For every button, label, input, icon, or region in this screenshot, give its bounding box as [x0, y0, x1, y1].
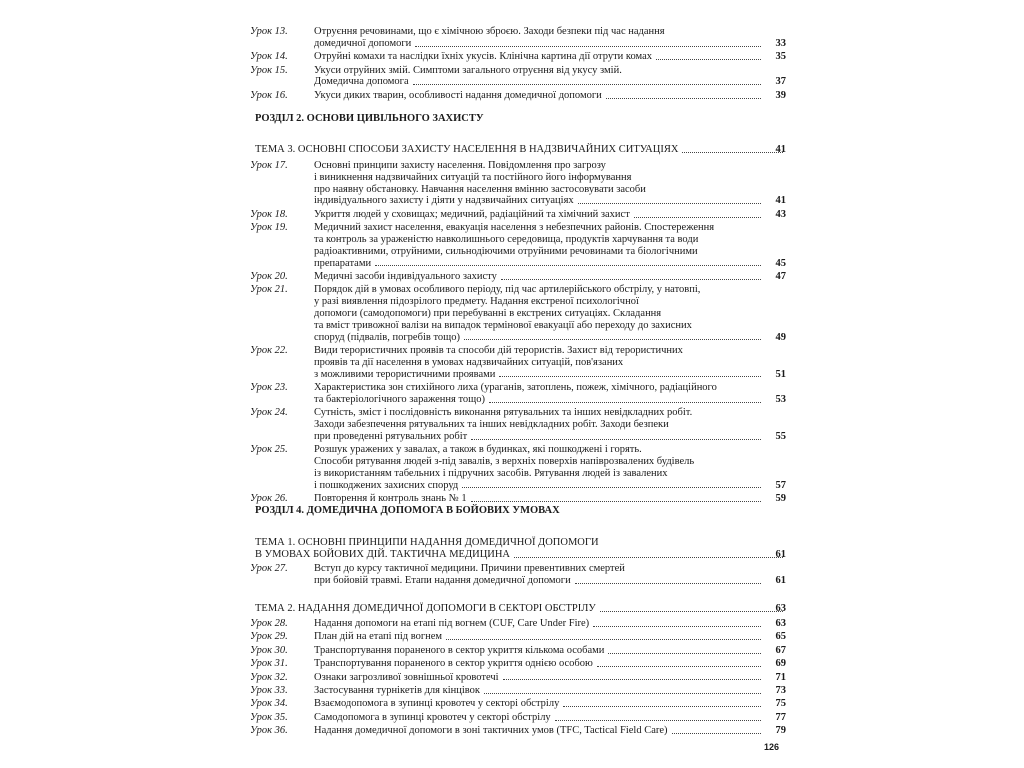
- entry-text: при проведенні рятувальних робіт: [314, 430, 468, 442]
- toc-entry[interactable]: [250, 65, 786, 89]
- entry-text: Способи рятування людей з-під завалів, з верхніх поверхів напіврозвалених будівель: [314, 455, 695, 467]
- entry-text: Самодопомога в зупинці кровотеч у секторі обстрілу: [314, 711, 551, 723]
- lesson-label: Урок 15.: [250, 64, 288, 76]
- entry-line: [255, 549, 786, 561]
- dot-leader: [656, 59, 761, 60]
- page-ref: 73: [775, 685, 786, 696]
- toc-entry[interactable]: [250, 618, 786, 630]
- entry-text: Види терористичних проявів та способи дій терористів. Захист від терористичних: [314, 345, 683, 356]
- entry-line: [314, 308, 764, 320]
- dot-leader: [597, 666, 761, 667]
- entry-text: препаратами: [314, 257, 372, 269]
- dot-leader: [593, 626, 761, 627]
- lesson-label: Урок 34.: [250, 698, 288, 710]
- entry-line: [314, 38, 764, 50]
- toc-entry[interactable]: [250, 563, 786, 587]
- toc-entry[interactable]: [250, 685, 786, 697]
- entry-line: [314, 284, 764, 296]
- lesson-label: Урок 25.: [250, 444, 288, 456]
- toc-entry[interactable]: [250, 725, 786, 737]
- dot-leader: [415, 46, 761, 47]
- dot-leader: [446, 639, 761, 640]
- entry-line: [314, 320, 764, 332]
- dot-leader: [464, 339, 761, 340]
- page-ref: 41: [775, 195, 786, 207]
- dot-leader: [555, 720, 761, 721]
- page-ref: 61: [775, 574, 786, 586]
- entry-text: Застосування турнікетів для кінцівок: [314, 685, 481, 696]
- page-ref: 47: [775, 271, 786, 282]
- entry-line: [314, 246, 764, 258]
- entry-text: План дій на етапі під вогнем: [314, 631, 443, 643]
- dot-leader: [606, 98, 761, 99]
- lesson-label: Урок 27.: [250, 563, 288, 574]
- page-ref: 39: [775, 89, 786, 101]
- lesson-label: Урок 31.: [250, 658, 288, 670]
- entry-text: радіоактивними, отруйними, сильнодіючими отруйними речовинами та біологічними: [314, 245, 698, 257]
- entry-text: індивідуального захисту і діяти у надзвичайних ситуаціях: [314, 195, 574, 207]
- page-ref: 37: [775, 76, 786, 88]
- toc-entry[interactable]: [250, 284, 786, 343]
- dot-leader: [501, 279, 761, 280]
- lesson-label: Урок 17.: [250, 160, 288, 171]
- entry-text: і пошкоджених захисних споруд: [314, 479, 459, 491]
- lesson-label: Урок 14.: [250, 51, 288, 63]
- entry-line: [314, 407, 764, 419]
- entry-text: і виникнення надзвичайних ситуацій та постійного його інформування: [314, 171, 632, 183]
- entry-line: [314, 65, 764, 77]
- lesson-label: Урок 26.: [250, 493, 288, 504]
- entry-text: Сутність, зміст і послідовність виконання рятувальних та інших невідкладних робіт.: [314, 407, 693, 419]
- entry-line: [314, 712, 764, 724]
- section-heading: РОЗДІЛ 2. ОСНОВИ ЦИВІЛЬНОГО ЗАХИСТУ: [255, 113, 484, 124]
- entry-line: [314, 645, 764, 657]
- entry-text: домедичної допомоги: [314, 37, 412, 49]
- entry-text: Транспортування пораненого в сектор укриття однією особою: [314, 658, 593, 670]
- entry-line: [314, 345, 764, 357]
- entry-line: [314, 672, 764, 684]
- dot-leader: [484, 693, 761, 694]
- entry-line: [314, 184, 764, 196]
- entry-text: з можливими терористичними проявами: [314, 368, 496, 380]
- entry-line: [314, 431, 764, 443]
- entry-line: [314, 468, 764, 480]
- entry-line: [314, 698, 764, 710]
- page-ref: 59: [775, 493, 786, 504]
- entry-text: Медичні засоби індивідуального захисту: [314, 271, 497, 282]
- entry-text: ТЕМА 2. НАДАННЯ ДОМЕДИЧНОЇ ДОПОМОГИ В СЕКТОРІ ОБСТРІЛУ: [255, 603, 596, 614]
- page-ref: 51: [775, 368, 786, 380]
- toc-entry[interactable]: [250, 345, 786, 380]
- entry-line: [314, 618, 764, 630]
- toc-entry[interactable]: [250, 160, 786, 207]
- entry-line: [314, 493, 764, 505]
- entry-text: Транспортування пораненого в сектор укриття кількома особами: [314, 644, 605, 656]
- entry-line: [314, 234, 764, 246]
- toc-entry[interactable]: [250, 407, 786, 442]
- topic-heading: [255, 603, 786, 615]
- lesson-label: Урок 16.: [250, 89, 288, 101]
- entry-text: та вміст тривожної валізи на випадок термінової евакуації або переходу до захисних: [314, 319, 692, 331]
- entry-line: [314, 658, 764, 670]
- dot-leader: [682, 152, 783, 153]
- page-ref: 35: [775, 51, 786, 63]
- entry-line: [314, 195, 764, 207]
- entry-line: [314, 160, 764, 172]
- page-ref: 77: [775, 711, 786, 723]
- entry-line: [314, 271, 764, 283]
- lesson-label: Урок 13.: [250, 26, 288, 37]
- entry-line: [314, 76, 764, 88]
- lesson-label: Урок 18.: [250, 208, 288, 220]
- entry-line: [314, 480, 764, 492]
- page-ref: 67: [775, 644, 786, 656]
- lesson-label: Урок 19.: [250, 222, 288, 234]
- entry-line: [314, 209, 764, 221]
- entry-text: Отруйні комахи та наслідки їхніх укусів. Клінічна картина дії отрути комах: [314, 51, 653, 63]
- entry-text: Основні принципи захисту населення. Повідомлення про загрозу: [314, 160, 606, 171]
- entry-text: ТЕМА 1. ОСНОВНІ ПРИНЦИПИ НАДАННЯ ДОМЕДИЧНОЇ ДОПОМОГИ: [255, 537, 599, 548]
- dot-leader: [375, 265, 761, 266]
- lesson-label: Урок 32.: [250, 671, 288, 683]
- page-ref: 65: [775, 631, 786, 643]
- entry-text: Медичний захист населення, евакуація населення з небезпечних районів. Спостереження: [314, 222, 715, 234]
- entry-text: Ознаки загрозливої зовнішньої кровотечі: [314, 671, 499, 683]
- entry-line: [314, 631, 764, 643]
- lesson-label: Урок 30.: [250, 644, 288, 656]
- dot-leader: [514, 557, 783, 558]
- entry-line: [314, 563, 764, 575]
- toc-entry[interactable]: [250, 493, 786, 505]
- toc-entry[interactable]: [250, 712, 786, 724]
- page-ref: 69: [775, 658, 786, 670]
- entry-line: [314, 172, 764, 184]
- toc-entry[interactable]: [250, 382, 786, 406]
- page-ref: 55: [775, 430, 786, 442]
- entry-text: та контроль за ураженістю навколишнього середовища, продуктів харчування та води: [314, 233, 699, 245]
- entry-text: Взаємодопомога в зупинці кровотеч у секторі обстрілу: [314, 698, 560, 710]
- entry-text: та бактеріологічного зараження тощо): [314, 393, 485, 405]
- page-ref: 49: [775, 331, 786, 343]
- dot-leader: [608, 653, 761, 654]
- toc-entry[interactable]: [250, 444, 786, 491]
- page-ref: 63: [775, 603, 786, 614]
- dot-leader: [575, 583, 761, 584]
- toc-entry[interactable]: [250, 698, 786, 710]
- entry-line: [314, 382, 764, 394]
- entry-text: В УМОВАХ БОЙОВИХ ДІЙ. ТАКТИЧНА МЕДИЦИНА: [255, 548, 511, 560]
- dot-leader: [499, 376, 761, 377]
- entry-line: [314, 394, 764, 406]
- page-ref: 41: [775, 144, 786, 155]
- lesson-label: Урок 36.: [250, 725, 288, 737]
- toc-entry[interactable]: [250, 222, 786, 269]
- entry-text: допомоги (самодопомоги) при перебуванні в екстрених ситуаціях. Складання: [314, 307, 662, 319]
- entry-line: [314, 357, 764, 369]
- entry-text: Надання домедичної допомоги в зоні тактичних умов (TFC, Tactical Field Care): [314, 725, 668, 737]
- toc-entry[interactable]: [250, 51, 786, 63]
- toc-entry[interactable]: [250, 672, 786, 684]
- lesson-label: Урок 23.: [250, 382, 288, 393]
- entry-text: Надання допомоги на етапі під вогнем (CUF, Care Under Fire): [314, 618, 590, 629]
- entry-line: [314, 725, 764, 737]
- entry-text: споруд (підвалів, погребів тощо): [314, 331, 460, 343]
- toc-entry[interactable]: [250, 209, 786, 221]
- entry-text: Повторення й контроль знань № 1: [314, 493, 467, 504]
- entry-line: [314, 332, 764, 344]
- page-ref: 61: [775, 548, 786, 560]
- entry-line: [255, 537, 786, 549]
- entry-line: [314, 685, 764, 697]
- dot-leader: [600, 611, 783, 612]
- page-ref: 57: [775, 479, 786, 491]
- entry-text: Укуси диких тварин, особливості надання домедичної допомоги: [314, 89, 602, 101]
- entry-text: Характеристика зон стихійного лиха (ураганів, затоплень, пожеж, хімічного, радіаційного: [314, 382, 717, 393]
- dot-leader: [462, 487, 761, 488]
- entry-line: [314, 26, 764, 38]
- lesson-label: Урок 21.: [250, 284, 288, 296]
- page-ref: 75: [775, 698, 786, 710]
- entry-line: [314, 369, 764, 381]
- entry-line: [314, 51, 764, 63]
- dot-leader: [563, 706, 761, 707]
- lesson-label: Урок 20.: [250, 271, 288, 282]
- entry-text: ТЕМА 3. ОСНОВНІ СПОСОБИ ЗАХИСТУ НАСЕЛЕННЯ В НАДЗВИЧАЙНИХ СИТУАЦІЯХ: [255, 144, 679, 155]
- entry-line: [314, 296, 764, 308]
- page-ref: 45: [775, 257, 786, 269]
- page-number: 126: [764, 742, 780, 752]
- entry-text: Укриття людей у сховищах; медичний, радіаційний та хімічний захист: [314, 208, 630, 220]
- entry-text: Отруєння речовинами, що є хімічною зброєю. Заходи безпеки під час надання: [314, 26, 665, 37]
- entry-text: у разі виявлення підозрілого предмету. Надання екстреної психологічної: [314, 296, 639, 308]
- entry-line: [314, 90, 764, 102]
- topic-heading: [255, 537, 786, 561]
- lesson-label: Урок 35.: [250, 711, 288, 723]
- toc-entry[interactable]: [250, 26, 786, 50]
- page-ref: 53: [775, 393, 786, 405]
- dot-leader: [634, 217, 761, 218]
- section-heading: РОЗДІЛ 4. ДОМЕДИЧНА ДОПОМОГА В БОЙОВИХ УМОВАХ: [255, 505, 560, 516]
- entry-text: про наявну обстановку. Навчання населення вмінню застосовувати засоби: [314, 183, 646, 195]
- entry-text: Заходи забезпечення рятувальних та інших невідкладних робіт. Заходи безпеки: [314, 418, 669, 430]
- dot-leader: [503, 679, 761, 680]
- entry-text: Укуси отруйних змій. Симптоми загального отруєння від укусу змій.: [314, 64, 622, 76]
- lesson-label: Урок 24.: [250, 407, 288, 419]
- dot-leader: [672, 733, 761, 734]
- dot-leader: [471, 439, 761, 440]
- entry-text: Вступ до курсу тактичної медицини. Причини превентивних смертей: [314, 563, 625, 574]
- entry-text: із використанням табельних і підручних засобів. Рятування людей із завалених: [314, 467, 668, 479]
- entry-text: Розшук уражених у завалах, а також в будинках, які пошкоджені і горять.: [314, 444, 642, 456]
- entry-line: [314, 575, 764, 587]
- page-ref: 43: [775, 208, 786, 220]
- entry-text: Домедична допомога: [314, 76, 409, 88]
- page-ref: 63: [775, 618, 786, 629]
- entry-line: [255, 603, 786, 615]
- entry-line: [314, 456, 764, 468]
- toc-entry[interactable]: [250, 271, 786, 283]
- dot-leader: [489, 402, 761, 403]
- entry-line: [255, 144, 786, 156]
- dot-leader: [578, 203, 761, 204]
- topic-heading: [255, 144, 786, 156]
- lesson-label: Урок 28.: [250, 618, 288, 629]
- lesson-label: Урок 29.: [250, 631, 288, 643]
- entry-text: при бойовій травмі. Етапи надання домедичної допомоги: [314, 574, 571, 586]
- page-ref: 33: [775, 37, 786, 49]
- lesson-label: Урок 22.: [250, 345, 288, 356]
- toc-entry[interactable]: [250, 658, 786, 670]
- toc-entry[interactable]: [250, 90, 786, 102]
- lesson-label: Урок 33.: [250, 685, 288, 696]
- entry-line: [314, 419, 764, 431]
- entry-line: [314, 222, 764, 234]
- entry-text: проявів та дії населення в умовах надзвичайних ситуацій, пов'язаних: [314, 356, 624, 368]
- entry-text: Порядок дій в умовах особливого періоду, під час артилерійського обстрілу, у натовпі,: [314, 284, 701, 296]
- entry-line: [314, 444, 764, 456]
- entry-line: [314, 258, 764, 270]
- dot-leader: [413, 84, 761, 85]
- page-ref: 71: [775, 671, 786, 683]
- toc-entry[interactable]: [250, 631, 786, 643]
- toc-entry[interactable]: [250, 645, 786, 657]
- dot-leader: [471, 501, 761, 502]
- page-ref: 79: [775, 725, 786, 737]
